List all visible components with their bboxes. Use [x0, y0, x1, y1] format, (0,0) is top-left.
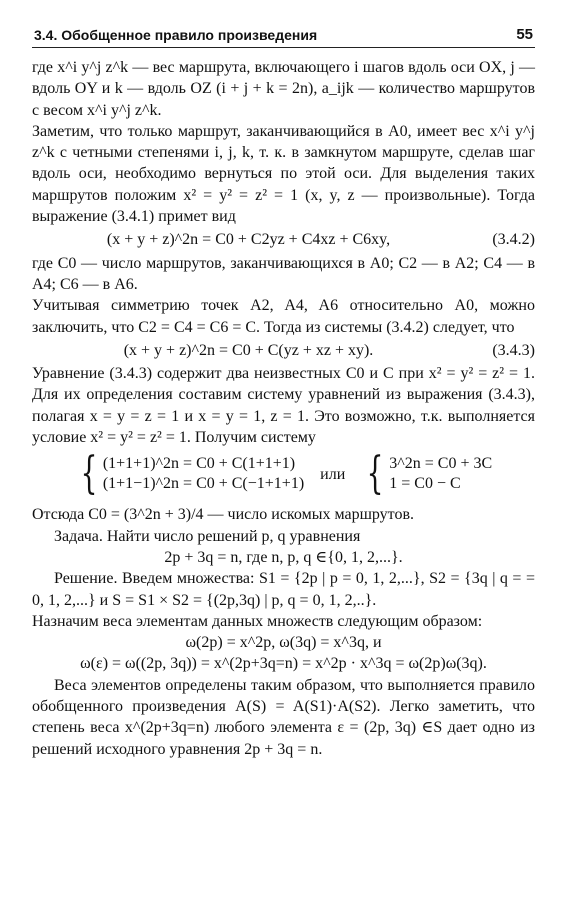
paragraph-3: где C0 — число маршрутов, заканчивающихся в A0; C2 — в A2; C4 — в A4; C6 — в A6.	[32, 254, 535, 293]
system-left-line-1: (1+1+1)^2n = C0 + C(1+1+1)	[102, 455, 296, 473]
paragraph-5: Уравнение (3.4.3) содержит два неизвестных C0 и C при x² = y² = z² = 1. Для их определения составим систему уравнений из выражения (3.4.3), полагая x = y = z = 1 и x = y = 1, z = 1. Это возможно, т.к. выполняется условие x² = y² = z² = 1. Получим систему	[32, 365, 535, 447]
left-brace: {	[80, 448, 98, 500]
equation-number: (3.4.2)	[492, 231, 535, 249]
weights-intro: Назначим веса элементам данных множеств следующим образом:	[32, 612, 483, 630]
paragraph-2: Заметим, что только маршрут, заканчивающийся в A0, имеет вес x^i y^j z^k с четными степенями i, j, k, т. к. в замкнутом маршруте, сделав шаг вдоль оси, необходимо вернуться по этой оси. Для выделения таких маршрутов положим x² = y² = z² = 1 (x, y, z — произвольные). Тогда выражение (3.4.1) примет вид	[32, 122, 535, 226]
system-left-line-2: (1+1−1)^2n = C0 + C(−1+1+1)	[102, 475, 305, 493]
system-right-line-2: 1 = C0 − C	[389, 475, 461, 493]
weights-formula-2: ω(ε) = ω((2p, 3q)) = x^(2p+3q=n) = x^2p · x^3q = ω(2p)ω(3q).	[80, 655, 487, 673]
equation-text: (x + y + z)^2n = C0 + C(yz + xz + xy).	[123, 341, 374, 359]
system-right	[361, 448, 493, 500]
paragraph-1: где x^i y^j z^k — вес маршрута, включающего i шагов вдоль оси OX, j — вдоль OY и k — вдоль OZ (i + j + k = 2n), a_ijk — количество маршрутов с весом x^i y^j z^k.	[32, 59, 535, 119]
weights-formula-1: ω(2p) = x^2p, ω(3q) = x^3q, и	[185, 634, 382, 652]
equation-number: (3.4.3)	[492, 341, 535, 359]
system-connector: или	[320, 465, 346, 483]
equation-3-4-3	[32, 340, 535, 361]
right-brace: {	[366, 448, 384, 500]
system-left	[75, 448, 305, 500]
system-right-line-1: 3^2n = C0 + 3C	[389, 455, 493, 473]
paragraph-result: Отсюда C0 = (3^2n + 3)/4 — число искомых маршрутов.	[32, 506, 415, 524]
page-body	[32, 57, 535, 760]
paragraph-4: Учитывая симметрию точек A2, A4, A6 относительно A0, можно заключить, что C2 = C4 = C6 = C. Тогда из системы (3.4.2) следует, что	[32, 297, 535, 336]
task-equation: 2p + 3q = n, где n, p, q ∈{0, 1, 2,...}.	[164, 548, 403, 566]
equation-3-4-2	[32, 229, 535, 250]
closing-paragraph: Веса элементов определены таким образом, что выполняется правило обобщенного произведения A(S) = A(S1)·A(S2). Легко заметить, что степень веса x^(2p+3q=n) любого элемента ε = (2p, 3q) ∈S дает одно из решений исходного уравнения 2p + 3q = n.	[32, 676, 535, 758]
solution-paragraph: Решение. Введем множества: S1 = {2p | p = 0, 1, 2,...}, S2 = {3q | q = = 0, 1, 2,...} и S = S1 × S2 = {(2p,3q) | p, q = 0, 1, 2,..}.	[32, 570, 535, 609]
equation-text: (x + y + z)^2n = C0 + C2yz + C4xz + C6xy,	[106, 231, 391, 249]
section-title: 3.4. Обобщенное правило произведения	[34, 27, 318, 43]
equation-system	[32, 448, 535, 500]
running-header	[32, 26, 535, 48]
task-statement: Задача. Найти число решений p, q уравнения	[54, 527, 361, 545]
page-number: 55	[516, 26, 533, 43]
